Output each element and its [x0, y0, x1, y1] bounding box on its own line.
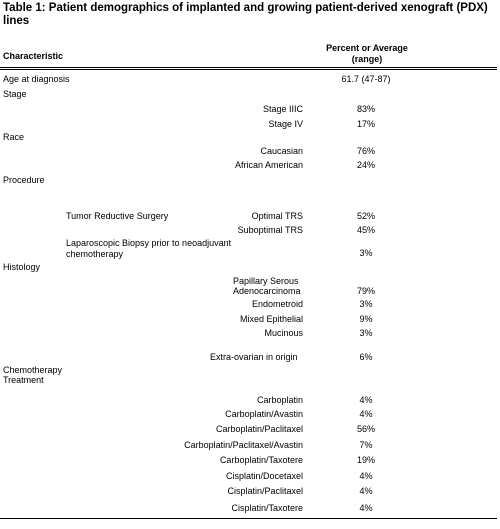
table-title: Table 1: Patient demographics of implanted and growing patient-derived xenograft (PDX) lines [3, 2, 488, 27]
row-value-mucinous: 3% [359, 328, 373, 338]
row-label-suboptimal-trs: Suboptimal TRS [237, 225, 303, 235]
row-label-laparoscopic: Laparoscopic Biopsy prior to neoadjuvant chemotherapy [66, 238, 232, 259]
row-value-caucasian: 76% [356, 146, 375, 156]
row-label-carbo-taxotere: Carboplatin/Taxotere [219, 455, 303, 465]
section-stage: Stage [3, 89, 27, 99]
row-label-endometroid: Endometroid [251, 299, 303, 309]
row-value-optimal-trs: 52% [356, 211, 375, 221]
row-label-carbo-paclitaxel-avastin: Carboplatin/Paclitaxel/Avastin [184, 440, 303, 450]
section-chemotherapy-2: Treatment [3, 375, 44, 385]
row-value-african-american: 24% [356, 160, 375, 170]
row-value-extra-ovarian: 6% [359, 352, 373, 362]
row-label-optimal-trs: Optimal TRS [251, 211, 303, 221]
row-value-carbo-taxotere: 19% [356, 455, 375, 465]
row-label-african-american: African American [234, 160, 303, 170]
header-value-line1: Percent or Average [326, 43, 408, 53]
header-value [292, 43, 442, 65]
section-procedure: Procedure [3, 175, 45, 185]
row-value-cis-paclitaxel: 4% [359, 486, 373, 496]
row-label-caucasian: Caucasian [260, 146, 303, 156]
row-label-stage-iiic: Stage IIIC [262, 104, 303, 114]
row-value-suboptimal-trs: 45% [356, 225, 375, 235]
row-label-stage-iv: Stage IV [268, 119, 303, 129]
row-value-papillary: 79% [356, 286, 375, 296]
row-label-carbo-paclitaxel: Carboplatin/Paclitaxel [215, 424, 303, 434]
header-characteristic: Characteristic [3, 51, 64, 61]
row-label-cis-paclitaxel: Cisplatin/Paclitaxel [227, 486, 303, 496]
row-label-carboplatin: Carboplatin [256, 395, 303, 405]
row-value-carbo-paclitaxel: 56% [356, 424, 375, 434]
row-value-stage-iv: 17% [356, 119, 375, 129]
row-value-stage-iiic: 83% [356, 104, 375, 114]
row-label-extra-ovarian: Extra-ovarian in origin [210, 352, 298, 362]
row-label-cis-taxotere: Cisplatin/Taxotere [231, 503, 303, 513]
row-label-mucinous: Mucinous [264, 328, 303, 338]
row-value-endometroid: 3% [359, 299, 373, 309]
section-histology: Histology [3, 262, 41, 272]
header-rule-top [0, 67, 497, 68]
row-value-carbo-paclitaxel-avastin: 7% [359, 440, 373, 450]
section-chemotherapy-1: Chemotherapy [3, 365, 63, 375]
row-value-laparoscopic: 3% [359, 248, 373, 258]
header-value-line2: (range) [351, 54, 383, 64]
row-label-papillary-1: Papillary Serous [233, 276, 299, 286]
section-race: Race [3, 132, 25, 142]
row-label-papillary-2: Adenocarcinoma [233, 286, 301, 296]
row-value-carboplatin: 4% [359, 395, 373, 405]
row-value-mixed-epithelial: 9% [359, 314, 373, 324]
row-label-trs: Tumor Reductive Surgery [66, 211, 169, 221]
table-bottom-rule [0, 518, 497, 519]
row-label-age: Age at diagnosis [3, 74, 70, 84]
row-label-cis-docetaxel: Cisplatin/Docetaxel [225, 471, 303, 481]
row-value-cis-taxotere: 4% [359, 503, 373, 513]
header-rule-bottom [0, 69, 497, 70]
row-label-mixed-epithelial: Mixed Epithelial [239, 314, 303, 324]
row-value-cis-docetaxel: 4% [359, 471, 373, 481]
row-value-age: 61.7 (47-87) [341, 74, 391, 84]
row-value-carbo-avastin: 4% [359, 409, 373, 419]
row-label-carbo-avastin: Carboplatin/Avastin [225, 409, 303, 419]
